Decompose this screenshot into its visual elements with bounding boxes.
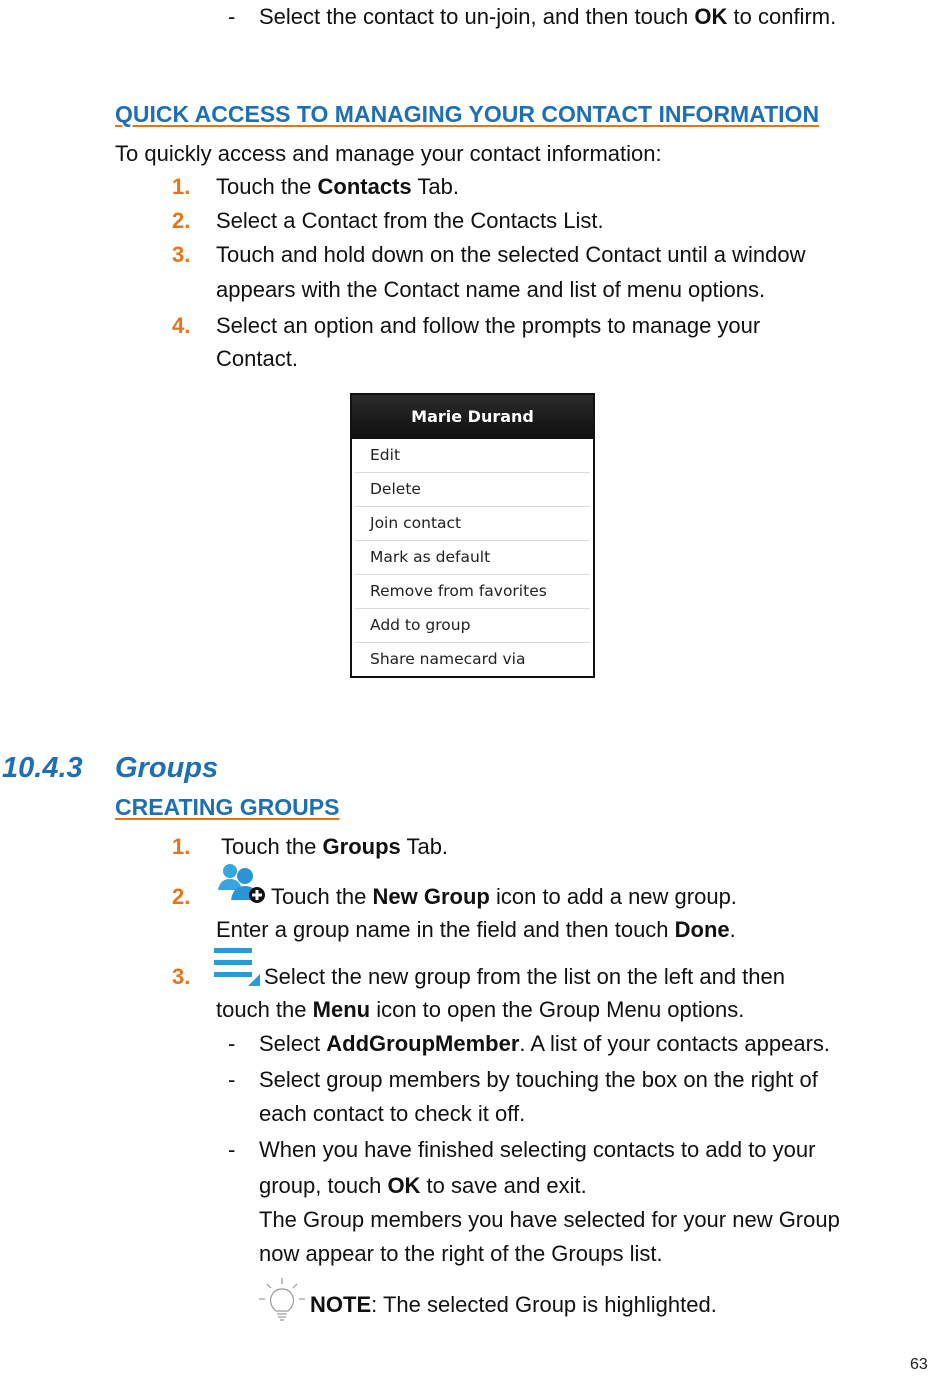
bullet-dash: - [228, 1137, 236, 1162]
menu-item-edit[interactable]: Edit [355, 439, 590, 473]
step-number: 3. [172, 964, 191, 989]
new-group-icon[interactable] [216, 862, 266, 904]
menu-title: Marie Durand [352, 395, 593, 439]
page-number: 63 [910, 1356, 928, 1373]
sub-step-finish-line4: now appear to the right of the Groups list. [259, 1241, 663, 1266]
creating-groups-heading: CREATING GROUPS [115, 794, 340, 820]
groups-step-1: Touch the Groups Tab. [221, 834, 449, 859]
sub-step-finish-line2: group, touch OK to save and exit. [259, 1173, 587, 1198]
step-4-line1: Select an option and follow the prompts to manage your [216, 313, 761, 338]
menu-item-add-to-group[interactable]: Add to group [355, 609, 590, 643]
section-title: Groups [115, 752, 219, 784]
groups-step-2-line1: Touch the New Group icon to add a new group. [271, 884, 737, 909]
menu-item-mark-default[interactable]: Mark as default [355, 541, 590, 575]
groups-step-2-line2: Enter a group name in the field and then touch Done. [216, 917, 736, 942]
step-number: 1. [172, 174, 191, 199]
sub-step-finish-line1: When you have finished selecting contacts to add to your [259, 1137, 816, 1162]
sub-step-finish-line3: The Group members you have selected for your new Group [259, 1207, 840, 1232]
step-number: 2. [172, 208, 191, 233]
quick-access-heading: QUICK ACCESS TO MANAGING YOUR CONTACT INFORMATION [115, 101, 820, 127]
step-2: Select a Contact from the Contacts List. [216, 208, 604, 233]
menu-item-delete[interactable]: Delete [355, 473, 590, 507]
groups-step-3-line1: Select the new group from the list on the left and then [264, 964, 785, 989]
menu-item-remove-favorites[interactable]: Remove from favorites [355, 575, 590, 609]
sub-step-select-line2: each contact to check it off. [259, 1101, 526, 1126]
lightbulb-icon [256, 1275, 308, 1327]
menu-item-share-namecard[interactable]: Share namecard via [370, 650, 526, 668]
step-number: 3. [172, 242, 191, 267]
sub-step-add-member: Select AddGroupMember. A list of your contacts appears. [259, 1031, 831, 1056]
bullet-dash: - [228, 1031, 236, 1056]
step-1: Touch the Contacts Tab. [216, 174, 459, 199]
contact-context-menu [350, 393, 595, 678]
sub-step-select-line1: Select group members by touching the box on the right of [259, 1067, 818, 1092]
section-number: 10.4.3 [2, 752, 83, 784]
step-4-line2: Contact. [216, 346, 298, 371]
note-text: NOTE: The selected Group is highlighted. [310, 1292, 717, 1317]
menu-item-join-contact[interactable]: Join contact [355, 507, 590, 541]
groups-step-3-line2: touch the Menu icon to open the Group Menu options. [216, 997, 745, 1022]
step-3-line1: Touch and hold down on the selected Contact until a window [216, 242, 806, 267]
step-number: 2. [172, 884, 191, 909]
step-number: 4. [172, 313, 191, 338]
quick-access-intro: To quickly access and manage your contact information: [115, 141, 662, 166]
step-number: 1. [172, 834, 191, 859]
menu-icon[interactable] [214, 944, 260, 986]
intro-line: Select the contact to un-join, and then touch OK to confirm. [259, 4, 837, 29]
bullet-dash: - [228, 4, 236, 29]
bullet-dash: - [228, 1067, 236, 1092]
step-3-line2: appears with the Contact name and list of menu options. [216, 277, 766, 302]
